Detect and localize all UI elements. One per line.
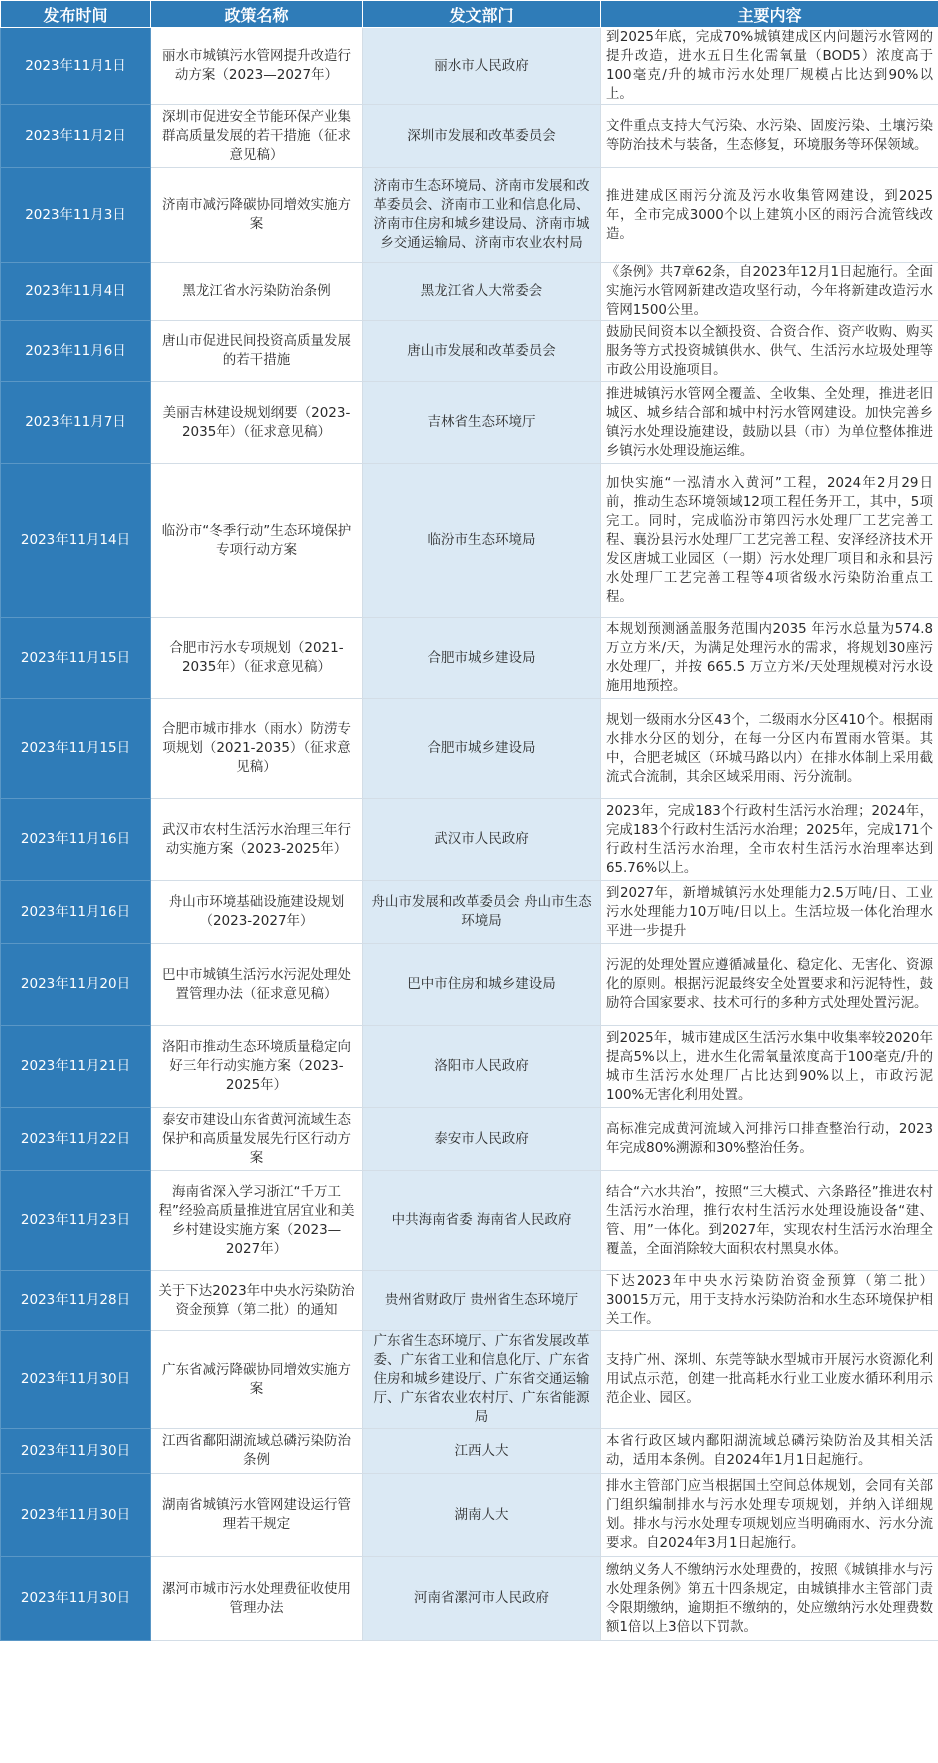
row-department: 丽水市人民政府 <box>363 28 601 105</box>
row-policy-name: 合肥市污水专项规划（2021-2035年）（征求意见稿） <box>151 618 363 699</box>
header-policy-name: 政策名称 <box>151 1 363 28</box>
row-department: 合肥市城乡建设局 <box>363 699 601 799</box>
header-content: 主要内容 <box>601 1 938 28</box>
row-department: 黑龙江省人大常委会 <box>363 263 601 321</box>
table-row <box>1 1108 938 1171</box>
row-content: 推进建成区雨污分流及污水收集管网建设，到2025年，全市完成3000个以上建筑小区的雨污合流管线改造。 <box>601 168 938 263</box>
row-content: 高标准完成黄河流域入河排污口排查整治行动，2023年完成80%溯源和30%整治任务。 <box>601 1108 938 1171</box>
row-date: 2023年11月28日 <box>1 1271 151 1331</box>
row-department: 中共海南省委 海南省人民政府 <box>363 1171 601 1271</box>
row-policy-name: 丽水市城镇污水管网提升改造行动方案（2023—2027年） <box>151 28 363 105</box>
row-policy-name: 泰安市建设山东省黄河流域生态保护和高质量发展先行区行动方案 <box>151 1108 363 1171</box>
row-department: 合肥市城乡建设局 <box>363 618 601 699</box>
table-row <box>1 382 938 464</box>
row-content: 到2025年，城市建成区生活污水集中收集率较2020年提高5%以上，进水生化需氧量浓度高于100毫克/升的城市生活污水处理厂占比达到90%以上，市政污泥100%无害化利用处置。 <box>601 1026 938 1108</box>
row-date: 2023年11月6日 <box>1 321 151 382</box>
header-department: 发文部门 <box>363 1 601 28</box>
row-policy-name: 关于下达2023年中央水污染防治资金预算（第二批）的通知 <box>151 1271 363 1331</box>
table-row <box>1 28 938 105</box>
row-date: 2023年11月16日 <box>1 799 151 881</box>
row-content: 加快实施“一泓清水入黄河”工程，2024年2月29日前，推动生态环境领域12项工程任务开工，其中，5项完工。同时，完成临汾市第四污水处理厂工艺完善工程、襄汾县污水处理厂工艺完善工程、安泽经济技术开发区唐城工业园区（一期）污水处理厂项目和永和县污水处理厂工艺完善工程等4项省级水污染防治重点工程。 <box>601 464 938 618</box>
row-policy-name: 合肥市城市排水（雨水）防涝专项规划（2021-2035）（征求意见稿） <box>151 699 363 799</box>
table-row <box>1 881 938 944</box>
row-content: 2023年，完成183个行政村生活污水治理；2024年，完成183个行政村生活污水治理；2025年，完成171个行政村生活污水治理，全市农村生活污水治理率达到65.76%以上。 <box>601 799 938 881</box>
row-date: 2023年11月30日 <box>1 1474 151 1557</box>
row-date: 2023年11月21日 <box>1 1026 151 1108</box>
row-date: 2023年11月4日 <box>1 263 151 321</box>
row-department: 吉林省生态环境厅 <box>363 382 601 464</box>
row-date: 2023年11月2日 <box>1 105 151 168</box>
row-policy-name: 美丽吉林建设规划纲要（2023-2035年）（征求意见稿） <box>151 382 363 464</box>
row-policy-name: 舟山市环境基础设施建设规划（2023-2027年） <box>151 881 363 944</box>
table-row <box>1 1026 938 1108</box>
row-date: 2023年11月30日 <box>1 1331 151 1429</box>
table-row <box>1 1271 938 1331</box>
table-row <box>1 618 938 699</box>
row-content: 本省行政区域内鄱阳湖流域总磷污染防治及其相关活动，适用本条例。自2024年1月1日起施行。 <box>601 1429 938 1474</box>
table-row <box>1 464 938 618</box>
row-department: 武汉市人民政府 <box>363 799 601 881</box>
row-content: 结合“六水共治”，按照“三大模式、六条路径”推进农村生活污水治理，推行农村生活污水处理设施设备“建、管、用”一体化。到2027年，实现农村生活污水治理全覆盖，全面消除较大面积农村黑臭水体。 <box>601 1171 938 1271</box>
row-policy-name: 济南市减污降碳协同增效实施方案 <box>151 168 363 263</box>
row-content: 支持广州、深圳、东莞等缺水型城市开展污水资源化利用试点示范，创建一批高耗水行业工业废水循环利用示范企业、园区。 <box>601 1331 938 1429</box>
table-row <box>1 263 938 321</box>
row-content: 本规划预测涵盖服务范围内2035 年污水总量为574.8万立方米/天，为满足处理污水的需求，将规划30座污水处理厂，并按 665.5 万立方米/天处理规模对污水设施用地预控。 <box>601 618 938 699</box>
table-row <box>1 799 938 881</box>
row-department: 舟山市发展和改革委员会 舟山市生态环境局 <box>363 881 601 944</box>
row-date: 2023年11月20日 <box>1 944 151 1026</box>
row-department: 济南市生态环境局、济南市发展和改革委员会、济南市工业和信息化局、济南市住房和城乡建设局、济南市城乡交通运输局、济南市农业农村局 <box>363 168 601 263</box>
row-date: 2023年11月30日 <box>1 1557 151 1641</box>
row-policy-name: 江西省鄱阳湖流域总磷污染防治条例 <box>151 1429 363 1474</box>
table-row <box>1 699 938 799</box>
row-date: 2023年11月7日 <box>1 382 151 464</box>
table-row <box>1 1557 938 1641</box>
table-row <box>1 321 938 382</box>
row-department: 临汾市生态环境局 <box>363 464 601 618</box>
table-row <box>1 168 938 263</box>
row-policy-name: 武汉市农村生活污水治理三年行动实施方案（2023-2025年） <box>151 799 363 881</box>
row-content: 污泥的处理处置应遵循减量化、稳定化、无害化、资源化的原则。根据污泥最终安全处置要求和污泥特性，鼓励符合国家要求、技术可行的多种方式处理处置污泥。 <box>601 944 938 1026</box>
table-row <box>1 1429 938 1474</box>
table-row <box>1 1474 938 1557</box>
row-date: 2023年11月1日 <box>1 28 151 105</box>
row-date: 2023年11月16日 <box>1 881 151 944</box>
row-content: 推进城镇污水管网全覆盖、全收集、全处理，推进老旧城区、城乡结合部和城中村污水管网建设。加快完善乡镇污水处理设施建设，鼓励以县（市）为单位整体推进乡镇污水处理设施运维。 <box>601 382 938 464</box>
row-date: 2023年11月15日 <box>1 699 151 799</box>
row-department: 洛阳市人民政府 <box>363 1026 601 1108</box>
row-department: 河南省漯河市人民政府 <box>363 1557 601 1641</box>
row-department: 湖南人大 <box>363 1474 601 1557</box>
table-row <box>1 105 938 168</box>
row-date: 2023年11月22日 <box>1 1108 151 1171</box>
row-policy-name: 海南省深入学习浙江“千万工程”经验高质量推进宜居宜业和美乡村建设实施方案（2023—2027年） <box>151 1171 363 1271</box>
header-row <box>1 1 938 28</box>
row-department: 唐山市发展和改革委员会 <box>363 321 601 382</box>
row-department: 广东省生态环境厅、广东省发展改革委、广东省工业和信息化厅、广东省住房和城乡建设厅、广东省交通运输厅、广东省农业农村厅、广东省能源局 <box>363 1331 601 1429</box>
row-department: 贵州省财政厅 贵州省生态环境厅 <box>363 1271 601 1331</box>
row-date: 2023年11月15日 <box>1 618 151 699</box>
row-content: 《条例》共7章62条，自2023年12月1日起施行。全面实施污水管网新建改造攻坚行动，今年将新建改造污水管网1500公里。 <box>601 263 938 321</box>
row-policy-name: 漯河市城市污水处理费征收使用管理办法 <box>151 1557 363 1641</box>
row-department: 江西人大 <box>363 1429 601 1474</box>
table-row <box>1 1331 938 1429</box>
row-content: 下达2023年中央水污染防治资金预算（第二批）30015万元，用于支持水污染防治和水生态环境保护相关工作。 <box>601 1271 938 1331</box>
row-policy-name: 临汾市“冬季行动”生态环境保护专项行动方案 <box>151 464 363 618</box>
row-department: 深圳市发展和改革委员会 <box>363 105 601 168</box>
row-policy-name: 黑龙江省水污染防治条例 <box>151 263 363 321</box>
row-date: 2023年11月14日 <box>1 464 151 618</box>
row-content: 缴纳义务人不缴纳污水处理费的，按照《城镇排水与污水处理条例》第五十四条规定，由城镇排水主管部门责令限期缴纳，逾期拒不缴纳的，处应缴纳污水处理费数额1倍以上3倍以下罚款。 <box>601 1557 938 1641</box>
row-content: 排水主管部门应当根据国土空间总体规划，会同有关部门组织编制排水与污水处理专项规划，并纳入详细规划。排水与污水处理专项规划应当明确雨水、污水分流要求。自2024年3月1日起施行。 <box>601 1474 938 1557</box>
row-content: 到2027年，新增城镇污水处理能力2.5万吨/日、工业污水处理能力10万吨/日以上。生活垃圾一体化治理水平进一步提升 <box>601 881 938 944</box>
row-policy-name: 巴中市城镇生活污水污泥处理处置管理办法（征求意见稿） <box>151 944 363 1026</box>
row-policy-name: 广东省减污降碳协同增效实施方案 <box>151 1331 363 1429</box>
row-content: 鼓励民间资本以全额投资、合资合作、资产收购、购买服务等方式投资城镇供水、供气、生活污水垃圾处理等市政公用设施项目。 <box>601 321 938 382</box>
row-date: 2023年11月30日 <box>1 1429 151 1474</box>
row-department: 泰安市人民政府 <box>363 1108 601 1171</box>
row-policy-name: 深圳市促进安全节能环保产业集群高质量发展的若干措施（征求意见稿） <box>151 105 363 168</box>
row-content: 文件重点支持大气污染、水污染、固废污染、土壤污染等防治技术与装备，生态修复，环境服务等环保领域。 <box>601 105 938 168</box>
row-policy-name: 洛阳市推动生态环境质量稳定向好三年行动实施方案（2023-2025年） <box>151 1026 363 1108</box>
row-content: 到2025年底，完成70%城镇建成区内问题污水管网的提升改造，进水五日生化需氧量（BOD5）浓度高于100毫克/升的城市污水处理厂规模占比达到90%以上。 <box>601 28 938 105</box>
row-date: 2023年11月23日 <box>1 1171 151 1271</box>
row-policy-name: 湖南省城镇污水管网建设运行管理若干规定 <box>151 1474 363 1557</box>
row-content: 规划一级雨水分区43个，二级雨水分区410个。根据雨水排水分区的划分，在每一分区内布置雨水管渠。其中，合肥老城区（环城马路以内）在排水体制上采用截流式合流制，其余区域采用雨、污分流制。 <box>601 699 938 799</box>
row-date: 2023年11月3日 <box>1 168 151 263</box>
header-date: 发布时间 <box>1 1 151 28</box>
row-policy-name: 唐山市促进民间投资高质量发展的若干措施 <box>151 321 363 382</box>
table-row <box>1 944 938 1026</box>
table-row <box>1 1171 938 1271</box>
row-department: 巴中市住房和城乡建设局 <box>363 944 601 1026</box>
